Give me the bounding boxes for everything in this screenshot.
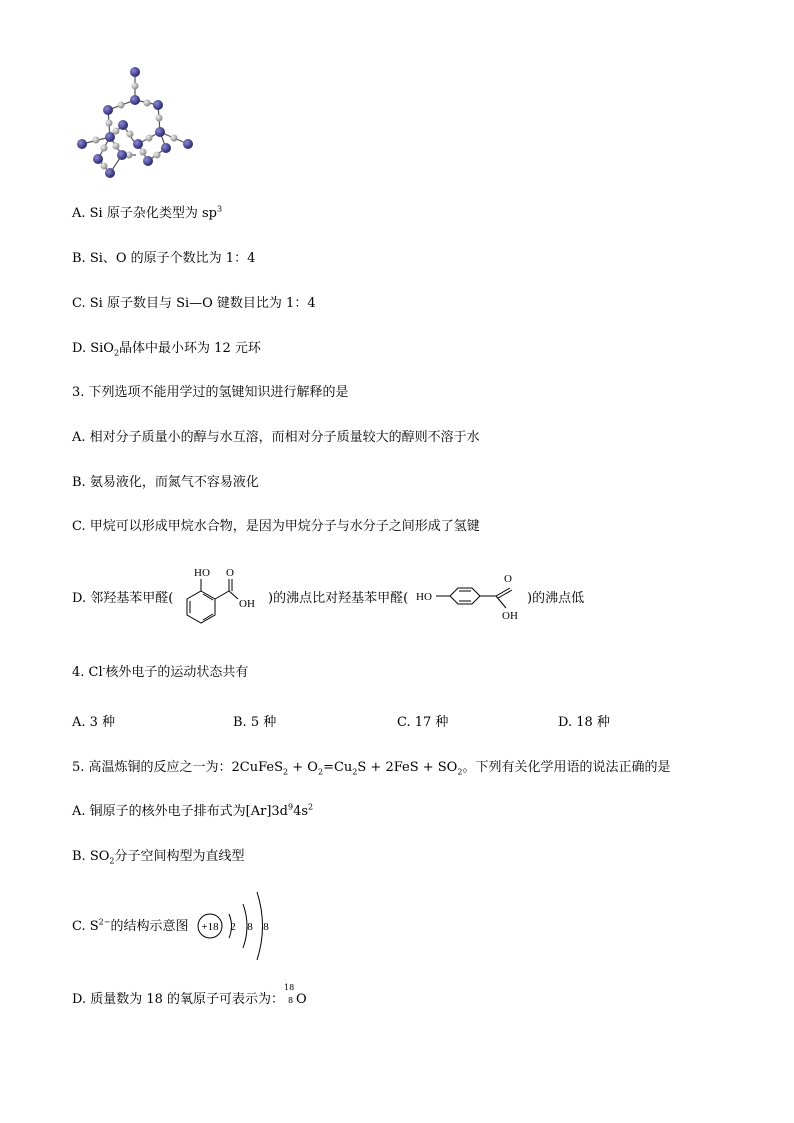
shell-3-electrons: 8 bbox=[263, 921, 269, 933]
q2-option-d-post: 晶体中最小环为 12 元环 bbox=[119, 341, 261, 356]
oxygen-isotope-notation bbox=[284, 983, 296, 1005]
q5-option-b-pre: B. SO bbox=[72, 849, 110, 864]
q4-stem bbox=[72, 664, 248, 682]
q5-stem-s2: 2 bbox=[317, 767, 324, 777]
ortho-hydroxybenzaldehyde-structure bbox=[176, 563, 268, 633]
q5-stem-s1: 2 bbox=[283, 767, 289, 777]
q2-option-d bbox=[72, 340, 261, 358]
q5-option-c bbox=[72, 918, 188, 936]
ortho-h-label: OH bbox=[239, 598, 255, 610]
q5-stem-s3: 2 bbox=[352, 767, 358, 777]
oxygen-symbol: O bbox=[296, 992, 307, 1007]
q5-option-b-post: 分子空间构型为直线型 bbox=[114, 849, 245, 864]
para-oh-label: OH bbox=[502, 610, 518, 622]
q5-option-a-s1: 9 bbox=[288, 802, 294, 812]
sulfide-ion-structure-diagram bbox=[193, 886, 283, 966]
q5-stem-3: =Cu bbox=[323, 760, 353, 775]
shell-2-electrons: 8 bbox=[247, 921, 253, 933]
q5-stem-1: 5. 高温炼铜的反应之一为：2CuFeS bbox=[72, 760, 284, 775]
ortho-o-label: O bbox=[226, 567, 234, 579]
q4-option-a: A. 3 种 bbox=[72, 715, 116, 730]
q4-option-b: B. 5 种 bbox=[233, 715, 277, 730]
q5-stem-5: 。下列有关化学用语的说法正确的是 bbox=[462, 760, 671, 775]
q2-option-c: C. Si 原子数目与 Si—O 键数目比为 1：4 bbox=[72, 296, 316, 311]
q2-option-a bbox=[72, 205, 222, 223]
q5-option-d bbox=[72, 983, 307, 1009]
q2-option-b: B. Si、O 的原子个数比为 1：4 bbox=[72, 251, 256, 266]
q3-option-d-prefix: D. 邻羟基苯甲醛( bbox=[72, 591, 174, 606]
atomic-number: 8 bbox=[288, 996, 294, 1005]
q5-option-c-sup: 2− bbox=[98, 917, 111, 927]
q5-option-c-post: 的结构示意图 bbox=[110, 919, 189, 934]
q4-stem-post: 核外电子的运动状态共有 bbox=[105, 665, 249, 680]
q4-stem-pre: 4. Cl bbox=[72, 665, 103, 680]
q3-option-d-suffix: )的沸点低 bbox=[527, 591, 585, 606]
q4-option-c: C. 17 种 bbox=[397, 715, 449, 730]
q5-option-b bbox=[72, 848, 245, 866]
q5-option-a-pre: A. 铜原子的核外电子排布式为[Ar]3d bbox=[72, 804, 288, 819]
q3-option-d-middle: )的沸点比对羟基苯甲醛( bbox=[268, 591, 409, 606]
q5-stem-2: + O bbox=[288, 760, 318, 775]
q3-option-a: A. 相对分子质量小的醇与水互溶，而相对分子质量较大的醇则不溶于水 bbox=[72, 430, 480, 445]
q5-option-c-pre: C. S bbox=[72, 919, 99, 934]
q2-option-d-pre: D. SiO bbox=[72, 341, 114, 356]
ortho-oh-label: HO bbox=[194, 567, 210, 579]
q3-option-b: B. 氨易液化，而氮气不容易液化 bbox=[72, 475, 259, 490]
q2-option-a-sup: 3 bbox=[216, 204, 223, 214]
q4-option-d: D. 18 种 bbox=[558, 715, 610, 730]
nucleus-charge: +18 bbox=[201, 921, 219, 933]
q5-stem-s4: 2 bbox=[457, 767, 463, 777]
q2-option-a-text: A. Si 原子杂化类型为 sp bbox=[72, 206, 217, 221]
q5-option-b-sub: 2 bbox=[109, 856, 115, 866]
q3-stem: 3. 下列选项不能用学过的氢键知识进行解释的是 bbox=[72, 385, 349, 400]
para-ho-label: HO bbox=[416, 591, 432, 603]
sio2-crystal-structure bbox=[70, 60, 200, 185]
para-o-label: O bbox=[504, 573, 512, 585]
para-hydroxybenzaldehyde-structure bbox=[412, 568, 530, 624]
q5-option-a-s2: 2 bbox=[308, 802, 314, 812]
q3-option-c: C. 甲烷可以形成甲烷水合物，是因为甲烷分子与水分子之间形成了氢键 bbox=[72, 519, 480, 534]
q2-option-d-sub: 2 bbox=[113, 348, 120, 358]
q5-option-a-mid: 4s bbox=[293, 804, 309, 819]
q5-stem bbox=[72, 759, 670, 777]
q5-option-d-pre: D. 质量数为 18 的氧原子可表示为： bbox=[72, 992, 285, 1007]
q5-option-a bbox=[72, 803, 313, 821]
q5-stem-4: S + 2FeS + SO bbox=[357, 760, 458, 775]
shell-1-electrons: 2 bbox=[230, 921, 236, 933]
q4-stem-sup: - bbox=[102, 663, 106, 673]
mass-number: 18 bbox=[284, 983, 295, 992]
